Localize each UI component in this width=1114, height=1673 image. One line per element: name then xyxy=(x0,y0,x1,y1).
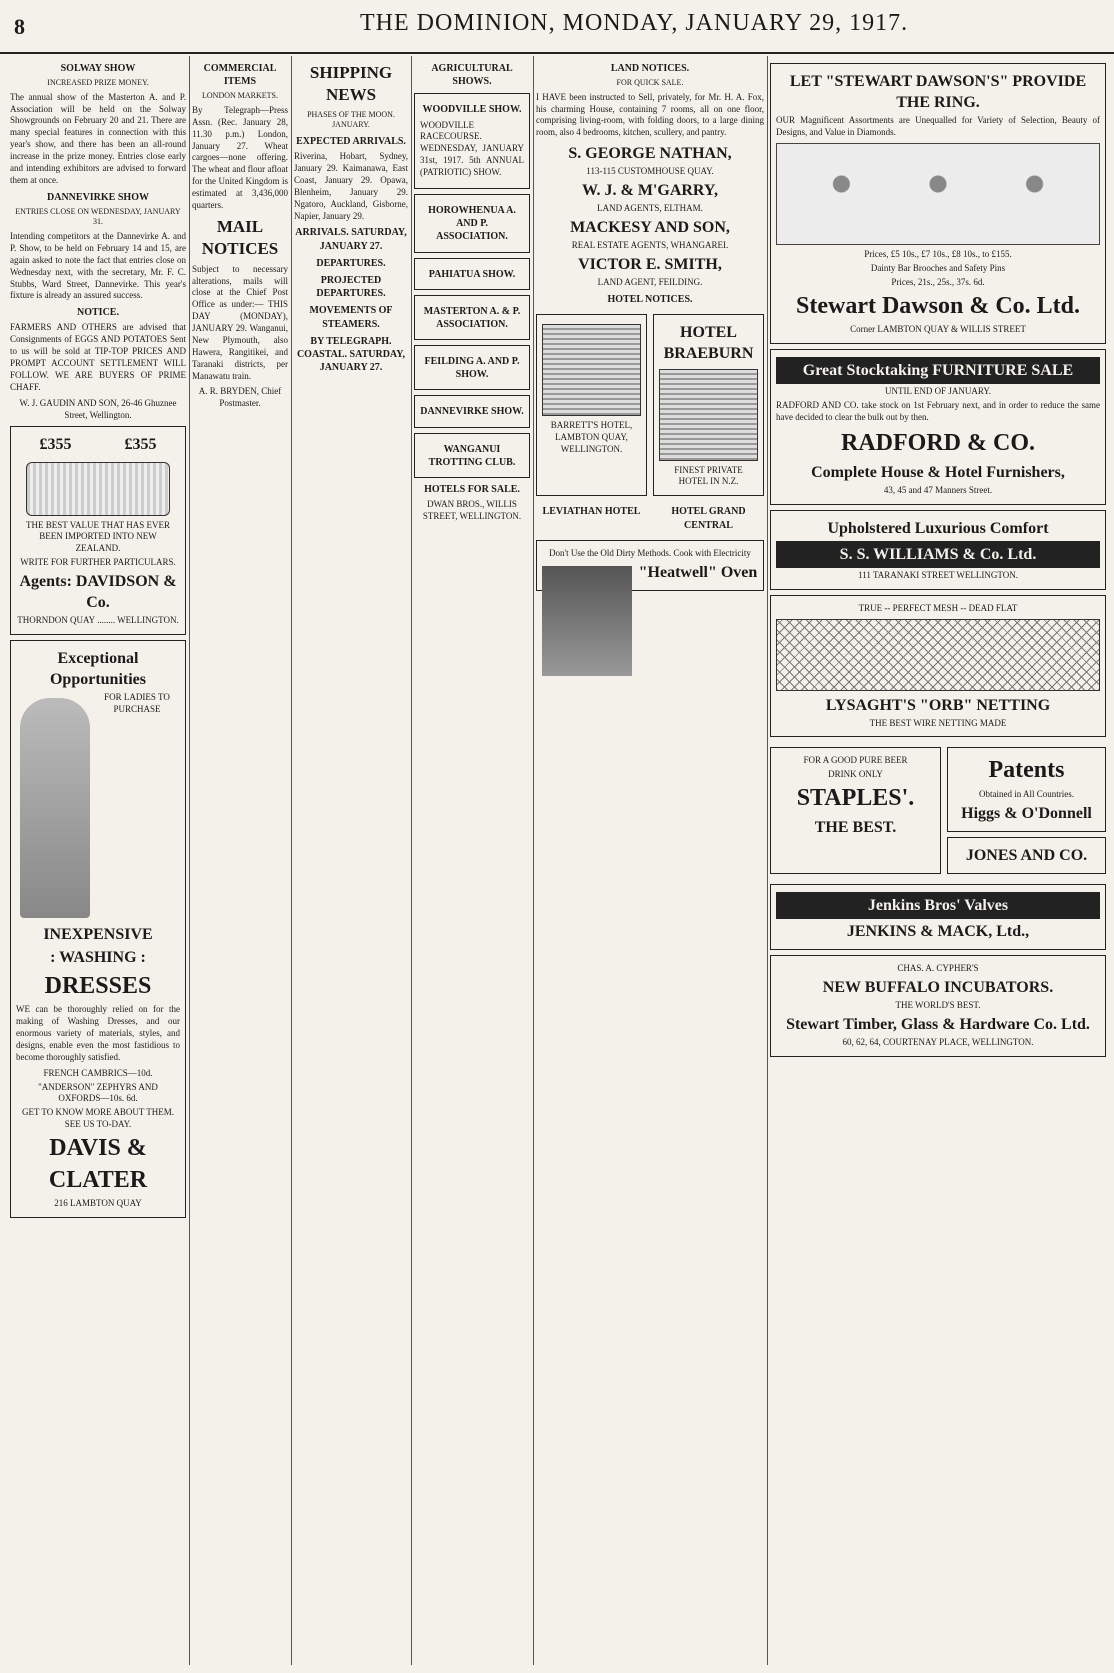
masterton-heading: MASTERTON A. & P. ASSOCIATION. xyxy=(423,305,521,330)
radford-address: 43, 45 and 47 Manners Street. xyxy=(883,484,993,495)
stewart-headline: LET "STEWART DAWSON'S" PROVIDE THE RING. xyxy=(789,73,1087,112)
dress-firm: DAVIS & CLATER xyxy=(48,1135,148,1193)
williams-advert xyxy=(770,510,1106,590)
jenkins-advert xyxy=(770,884,1106,950)
grand-central-heading: HOTEL GRAND CENTRAL xyxy=(671,506,746,531)
barretts-hotel: BARRETT'S HOTEL, LAMBTON QUAY, WELLINGTON. xyxy=(550,420,633,455)
lysaght-sub: THE BEST WIRE NETTING MADE xyxy=(869,717,1007,728)
mcgarry-name: W. J. & M'GARRY, xyxy=(581,182,719,200)
dress-washing: : WASHING : xyxy=(50,949,146,967)
dannevirke-heading: DANNEVIRKE SHOW xyxy=(47,191,149,203)
braeburn-sub: FINEST PRIVATE HOTEL IN N.Z. xyxy=(674,464,743,487)
expected-arrivals-body: Riverina, Hobart, Sydney, January 29. Kaimanawa, East Coast, January 29. Opawa, Blenheim, January 29. Ngatoro, Auckland, Gisborne, Napier, January 29. xyxy=(294,151,408,221)
oven-illustration xyxy=(542,566,632,676)
wanganui-trotting-heading: WANGANUI TROTTING CLUB. xyxy=(428,443,516,468)
dress-address: 216 LAMBTON QUAY xyxy=(54,1198,142,1209)
williams-firm: S. S. WILLIAMS & Co. Ltd. xyxy=(776,541,1100,568)
beer-drink: DRINK ONLY xyxy=(828,769,883,780)
column-4 xyxy=(414,58,530,1663)
radford-firm: RADFORD & CO. xyxy=(841,429,1035,456)
nathan-name: S. GEORGE NATHAN, xyxy=(568,145,732,163)
dannevirke-show-heading: DANNEVIRKE SHOW. xyxy=(420,406,524,418)
stewart-dawson-advert xyxy=(770,63,1106,344)
rings-illustration xyxy=(776,143,1100,245)
cypher-title: NEW BUFFALO INCUBATORS. xyxy=(822,979,1054,997)
arrivals-heading: ARRIVALS. SATURDAY, JANUARY 27. xyxy=(295,227,407,252)
dress-title: Exceptional Opportunities xyxy=(49,650,146,689)
mcgarry-address: LAND AGENTS, ELTHAM. xyxy=(597,203,703,214)
mail-signature: A. R. BRYDEN, Chief Postmaster. xyxy=(198,386,282,409)
braeburn-title: HOTEL BRAEBURN xyxy=(663,324,754,363)
woodville-heading: WOODVILLE SHOW. xyxy=(422,104,522,116)
page-number: 8 xyxy=(14,14,25,39)
leviathan-heading: LEVIATHAN HOTEL xyxy=(542,506,641,518)
radford-body: RADFORD AND CO. take stock on 1st February next, and in order to reduce the same have decided to clear the bulk out by then. xyxy=(776,400,1100,422)
newspaper-title: THE DOMINION, MONDAY, JANUARY 29, 1917. xyxy=(360,10,909,36)
by-telegraph-heading: BY TELEGRAPH. COASTAL. SATURDAY, JANUARY 27. xyxy=(296,335,406,374)
staples-title: STAPLES'. xyxy=(796,785,915,812)
staples-best: THE BEST. xyxy=(814,818,897,836)
upholstered-heading: Upholstered Luxurious Comfort xyxy=(827,519,1049,537)
commercial-heading: COMMERCIAL ITEMS xyxy=(203,63,277,88)
car-price-left: £355 xyxy=(39,436,72,454)
column-rule xyxy=(291,56,292,1665)
brooches-heading: Dainty Bar Brooches and Safety Pins xyxy=(870,262,1006,273)
radford-advert xyxy=(770,349,1106,504)
stewart-body: OUR Magnificent Assortments are Unequalled for Variety of Selection, Beauty of Designs, and Value in Diamonds. xyxy=(776,115,1100,138)
stewart-prices: Prices, £5 10s., £7 10s., £8 10s., to £155. xyxy=(864,248,1012,259)
barretts-hotel-illustration xyxy=(542,324,641,416)
quick-sale-subheading: FOR QUICK SALE. xyxy=(616,78,684,88)
land-notices-heading: LAND NOTICES. xyxy=(610,63,690,74)
car-price-right: £355 xyxy=(124,436,157,454)
departures-heading: DEPARTURES. xyxy=(316,257,386,269)
solway-subheading: INCREASED PRIZE MONEY. xyxy=(47,78,149,88)
dress-dresses: DRESSES xyxy=(44,972,152,999)
brooches-prices: Prices, 21s., 25s., 37s. 6d. xyxy=(891,276,985,287)
motor-car-illustration xyxy=(26,462,170,516)
column-rule xyxy=(533,56,534,1665)
radford-headline: Great Stocktaking FURNITURE SALE xyxy=(776,357,1100,384)
mail-notices-body: Subject to necessary alterations, mails will close at the Chief Post Office as under:— THIS DAY (MONDAY), JANUARY 29. Wanganui, New Plymouth, also Hawera, Rangitikei, and Taranaki districts, per Manawatu train. xyxy=(192,263,288,381)
stewart-firm: Stewart Dawson & Co. Ltd. xyxy=(796,292,1080,319)
cypher-sub: THE WORLD'S BEST. xyxy=(895,1000,981,1011)
london-markets-subheading: LONDON MARKETS. xyxy=(202,91,278,101)
lady-illustration xyxy=(20,698,90,918)
moon-phases-heading: PHASES OF THE MOON. JANUARY. xyxy=(307,109,395,130)
staples-advert xyxy=(770,747,941,874)
stewart-address: Corner LAMBTON QUAY & WILLIS STREET xyxy=(850,324,1026,335)
dress-anderson: "ANDERSON" ZEPHYRS AND OXFORDS—10s. 6d. xyxy=(38,1081,158,1104)
mail-notices-heading: MAIL NOTICES xyxy=(201,216,279,259)
masthead xyxy=(0,0,1114,54)
column-rule xyxy=(767,56,768,1665)
expected-arrivals-heading: EXPECTED ARRIVALS. xyxy=(296,135,406,147)
horowhenua-heading: HOROWHENUA A. AND P. ASSOCIATION. xyxy=(428,204,516,243)
column-2 xyxy=(192,58,288,1663)
car-address: THORNDON QUAY ........ WELLINGTON. xyxy=(17,615,179,626)
hotels-for-sale-heading: HOTELS FOR SALE. xyxy=(424,484,520,495)
radford-until: UNTIL END OF JANUARY. xyxy=(884,386,991,397)
patents-advert xyxy=(947,747,1106,832)
column-rule xyxy=(189,56,190,1665)
dress-inexpensive: INEXPENSIVE xyxy=(43,926,153,944)
column-6 xyxy=(770,58,1106,1663)
hotel-notices-heading: HOTEL NOTICES. xyxy=(607,294,693,306)
williams-address: 111 TARANAKI STREET WELLINGTON. xyxy=(858,569,1018,580)
cypher-firm: Stewart Timber, Glass & Hardware Co. Ltd. xyxy=(786,1016,1090,1034)
land-body: I HAVE been instructed to Sell, privately, for Mr. H. A. Fox, his charming House, containing 7 rooms, all on one floor, comprising living-room, with folding doors, to a large dining room, also 4 bedrooms, kitchen, scullery, and pantry. xyxy=(536,91,764,138)
projected-departures-heading: PROJECTED DEPARTURES. xyxy=(316,274,386,300)
smith-address: LAND AGENT, FEILDING. xyxy=(597,277,703,288)
beer-for: FOR A GOOD PURE BEER xyxy=(803,755,908,766)
mackesy-address: REAL ESTATE AGENTS, WHANGAREI. xyxy=(571,240,729,251)
dannevirke-article: Intending competitors at the Dannevirke A. and P. Show, to be held on February 14 and 15, are again asked to note the fact that entries close on Wednesday next, with the secretary, Mr. F. C. Stubbs, Ward Street, Dannevirke. This year's fixture is already an assured success. xyxy=(10,231,186,301)
patents-title: Patents xyxy=(988,757,1065,784)
mackesy-name: MACKESY AND SON, xyxy=(570,219,730,237)
car-tagline: THE BEST VALUE THAT HAS EVER BEEN IMPORTED INTO NEW ZEALAND. xyxy=(26,519,170,554)
car-write: WRITE FOR FURTHER PARTICULARS. xyxy=(20,557,176,568)
dress-cambrics: FRENCH CAMBRICS—10d. xyxy=(43,1067,153,1078)
mesh-heading: TRUE -- PERFECT MESH -- DEAD FLAT xyxy=(858,602,1018,613)
car-agents: Agents: DAVIDSON & Co. xyxy=(19,573,177,612)
lysaght-title: LYSAGHT'S "ORB" NETTING xyxy=(825,696,1051,714)
dwan-bros: DWAN BROS., WILLIS STREET, WELLINGTON. xyxy=(422,499,522,522)
movements-heading: MOVEMENTS OF STEAMERS. xyxy=(309,305,393,330)
notice-signature: W. J. GAUDIN AND SON, 26-46 Ghuznee Street, Wellington. xyxy=(19,397,177,420)
notice-heading: NOTICE. xyxy=(77,307,119,319)
heatwell-title: "Heatwell" Oven xyxy=(638,563,758,581)
solway-heading: SOLWAY SHOW xyxy=(60,63,136,74)
cypher-advert xyxy=(770,955,1106,1057)
woodville-body: WOODVILLE RACECOURSE. WEDNESDAY, JANUARY 31st, 1917. 5th ANNUAL (PATRIOTIC) SHOW. xyxy=(420,119,524,178)
notice-body: FARMERS AND OTHERS are advised that Consignments of EGGS AND POTATOES Sent to us will be sold at TIP-TOP PRICES AND PROMPT ACCOUNT SETTLEMENT WILL FOLLOW. WE ARE BUYERS OF PRIME CHAFF. xyxy=(10,322,186,392)
agricultural-shows-heading: AGRICULTURAL SHOWS. xyxy=(431,63,513,88)
electricity-heading: Don't Use the Old Dirty Methods. Cook with Electricity xyxy=(549,547,751,558)
nathan-address: 113-115 CUSTOMHOUSE QUAY. xyxy=(586,166,714,177)
column-3 xyxy=(294,58,408,1663)
column-1 xyxy=(10,58,186,1663)
column-rule xyxy=(411,56,412,1665)
higgs-firm: Higgs & O'Donnell xyxy=(961,805,1092,823)
dress-advert xyxy=(10,640,186,1218)
column-5 xyxy=(536,58,764,1663)
shipping-news-heading: SHIPPING NEWS xyxy=(309,63,393,105)
dress-body: WE can be thoroughly relied on for the making of Washing Dresses, and our enormous variety of materials, styles, and designs, enable even the most fastidious to become thoroughly satisfied. xyxy=(16,1004,180,1062)
cypher-heading: CHAS. A. CYPHER'S xyxy=(897,963,979,974)
jones-advert xyxy=(947,837,1106,874)
wire-netting-illustration xyxy=(776,619,1100,691)
cypher-address: 60, 62, 64, COURTENAY PLACE, WELLINGTON. xyxy=(842,1037,1034,1048)
dress-for: FOR LADIES TO PURCHASE xyxy=(104,692,170,715)
dannevirke-subheading: ENTRIES CLOSE ON WEDNESDAY, JANUARY 31. xyxy=(15,206,181,227)
commercial-body: By Telegraph—Press Assn. (Rec. January 28, 11.30 p.m.) London, January 27. Wheat cargoes—none offering. The wheat and flour afloat for the United Kingdom is estimated at 3,436,000 quarters. xyxy=(192,104,288,210)
car-advert xyxy=(10,426,186,635)
pahiatua-heading: PAHIATUA SHOW. xyxy=(428,268,516,280)
smith-name: VICTOR E. SMITH, xyxy=(578,256,722,274)
jenkins-firm: JENKINS & MACK, Ltd., xyxy=(846,923,1030,941)
lysaght-advert xyxy=(770,595,1106,738)
feilding-heading: FEILDING A. AND P. SHOW. xyxy=(424,356,520,381)
dress-get: GET TO KNOW MORE ABOUT THEM. SEE US TO-DAY. xyxy=(21,1107,174,1130)
jones-firm: JONES AND CO. xyxy=(965,847,1088,865)
braeburn-illustration xyxy=(659,369,758,461)
solway-article: The annual show of the Masterton A. and P. Association will be held on the Solway Showgrounds on February 20 and 21. There are many special features in connection with this year's show, and there has been an all-round increase in the prize money. Entries close early and intending exhibitors are advised to forward them at once. xyxy=(10,91,186,185)
patents-sub: Obtained in All Countries. xyxy=(979,789,1074,800)
radford-tagline: Complete House & Hotel Furnishers, xyxy=(811,463,1065,481)
jenkins-title: Jenkins Bros' Valves xyxy=(776,892,1100,919)
